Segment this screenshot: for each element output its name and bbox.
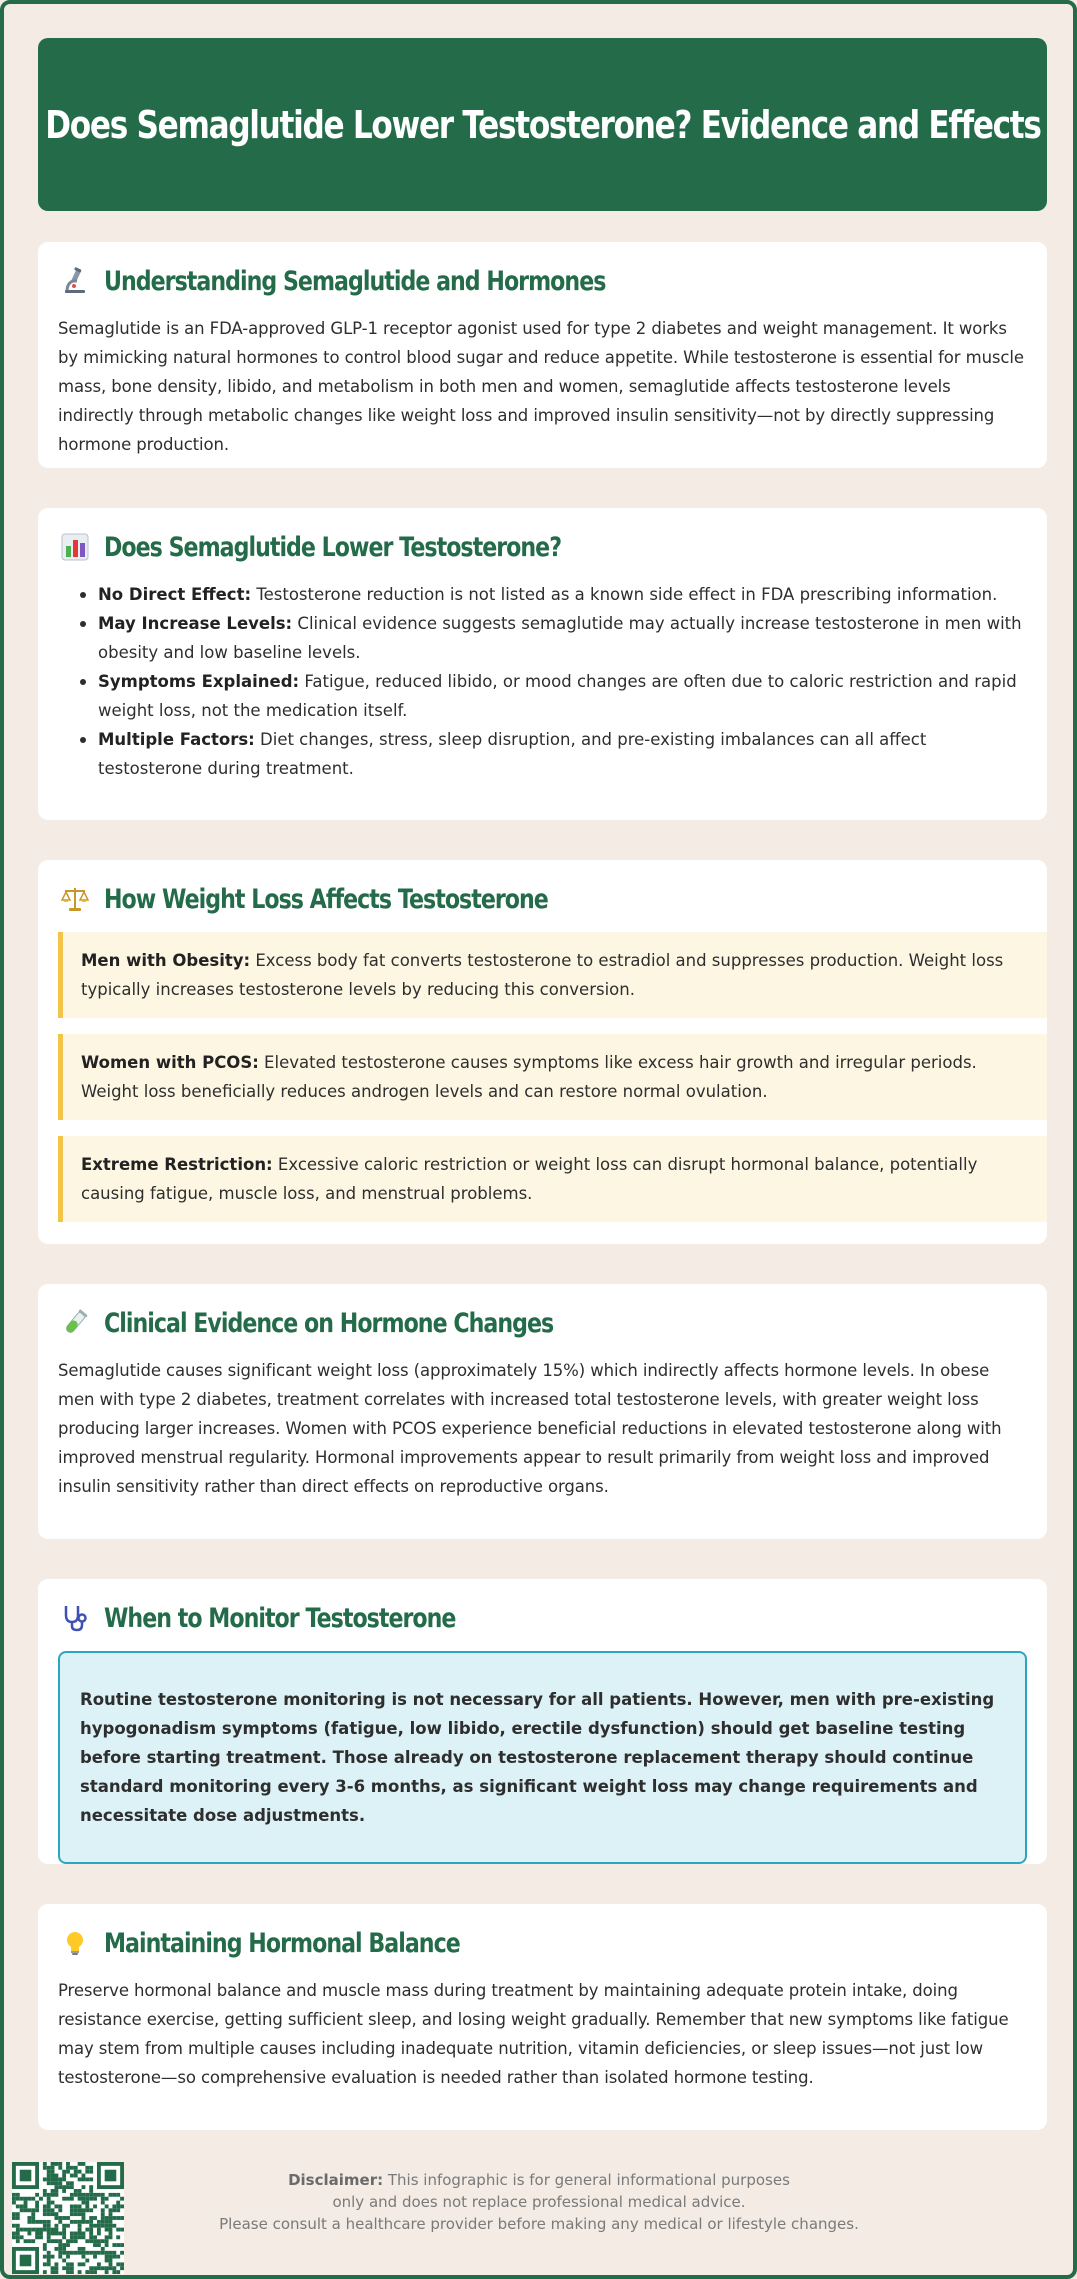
- page-title: Does Semaglutide Lower Testosterone? Evidence and Effects: [44, 102, 1041, 147]
- page-header: [38, 38, 1047, 211]
- monitor-callout: Routine testosterone monitoring is not necessary for all patients. However, men with pre-existing hypogonadism symptoms (fatigue, low libido, erectile dysfunction) should get baseline testing before starting treatment. Those already on testosterone replacement therapy should continue standard monitoring every 3-6 months, as significant weight loss may change requirements and necessitate dose adjustments.: [58, 1651, 1027, 1864]
- item-text: Diet changes, stress, sleep disruption, and pre-existing imbalances can all affect testosterone during treatment.: [98, 730, 927, 778]
- bullet-list: [58, 580, 1027, 783]
- callout-label: Extreme Restriction:: [81, 1155, 273, 1174]
- disclaimer-label: Disclaimer:: [288, 2171, 384, 2189]
- item-label: May Increase Levels:: [98, 614, 293, 633]
- callout-label: Women with PCOS:: [81, 1053, 259, 1072]
- item-label: No Direct Effect:: [98, 585, 252, 604]
- list-item: [80, 725, 1027, 783]
- section-title: Clinical Evidence on Hormone Changes: [104, 1307, 554, 1339]
- bar-chart-icon: [58, 530, 92, 564]
- section-body: Semaglutide is an FDA-approved GLP-1 receptor agonist used for type 2 diabetes and weight management. It works by mimicking natural hormones to control blood sugar and reduce appetite. While testosterone is essential for muscle mass, bone density, libido, and metabolism in both men and women, semaglutide affects testosterone levels indirectly through metabolic changes like weight loss and improved insulin sensitivity—not by directly suppressing hormone production.: [58, 319, 1024, 454]
- qr-code-icon[interactable]: [12, 2162, 124, 2274]
- list-item: [80, 580, 1027, 609]
- section-header: [58, 1306, 1027, 1340]
- test-tube-icon: [58, 1306, 92, 1340]
- microscope-icon: [58, 264, 92, 298]
- callout-text: Elevated testosterone causes symptoms like excess hair growth and irregular periods. Weight loss beneficially reduces androgen levels and can restore normal ovulation.: [81, 1053, 977, 1101]
- item-label: Multiple Factors:: [98, 730, 255, 749]
- stethoscope-icon: [58, 1601, 92, 1635]
- callout-item: [58, 1136, 1047, 1222]
- section-header: [58, 530, 1027, 564]
- section-lower: [38, 508, 1047, 820]
- item-text: Clinical evidence suggests semaglutide may actually increase testosterone in men with obesity and low baseline levels.: [98, 614, 1022, 662]
- disclaimer-line: Please consult a healthcare provider before making any medical or lifestyle changes.: [219, 2215, 859, 2233]
- callout-label: Men with Obesity:: [81, 951, 251, 970]
- section-header: [58, 1601, 1027, 1635]
- item-label: Symptoms Explained:: [98, 672, 300, 691]
- section-monitor: [38, 1579, 1047, 1864]
- balance-scale-icon: [58, 882, 92, 916]
- disclaimer-line: only and does not replace professional medical advice.: [332, 2193, 746, 2211]
- section-header: [58, 1926, 1027, 1960]
- item-text: Testosterone reduction is not listed as a known side effect in FDA prescribing information.: [251, 585, 998, 604]
- disclaimer: [164, 2169, 914, 2235]
- section-header: [58, 882, 1027, 916]
- section-title: When to Monitor Testosterone: [104, 1602, 456, 1634]
- section-title: How Weight Loss Affects Testosterone: [104, 883, 548, 915]
- item-text: Fatigue, reduced libido, or mood changes are often due to caloric restriction and rapid weight loss, not the medication itself.: [98, 672, 1017, 720]
- list-item: [80, 609, 1027, 667]
- callout-text: Excessive caloric restriction or weight loss can disrupt hormonal balance, potentially causing fatigue, muscle loss, and menstrual problems.: [81, 1155, 978, 1203]
- callout-item: [58, 932, 1047, 1018]
- callout-text: Excess body fat converts testosterone to estradiol and suppresses production. Weight loss typically increases testosterone levels by reducing this conversion.: [81, 951, 1004, 999]
- callout-list: [58, 932, 1047, 1222]
- section-title: Understanding Semaglutide and Hormones: [104, 265, 606, 297]
- section-body: Preserve hormonal balance and muscle mass during treatment by maintaining adequate protein intake, doing resistance exercise, getting sufficient sleep, and losing weight gradually. Remember that new symptoms like fatigue may stem from multiple causes including inadequate nutrition, vitamin deficiencies, or sleep issues—not just low testosterone—so comprehensive evaluation is needed rather than isolated hormone testing.: [58, 1981, 1009, 2087]
- section-balance: [38, 1904, 1047, 2130]
- list-item: [80, 667, 1027, 725]
- section-title: Does Semaglutide Lower Testosterone?: [104, 531, 562, 563]
- section-body: Semaglutide causes significant weight loss (approximately 15%) which indirectly affects hormone levels. In obese men with type 2 diabetes, treatment correlates with increased total testosterone levels, with greater weight loss producing larger increases. Women with PCOS experience beneficial reductions in elevated testosterone along with improved menstrual regularity. Hormonal improvements appear to result primarily from weight loss and improved insulin sensitivity rather than direct effects on reproductive organs.: [58, 1361, 1002, 1496]
- section-weight: [38, 860, 1047, 1244]
- section-title: Maintaining Hormonal Balance: [104, 1927, 460, 1959]
- lightbulb-icon: [58, 1926, 92, 1960]
- disclaimer-line: [164, 2169, 914, 2191]
- section-header: [58, 264, 1027, 298]
- section-clinical: [38, 1284, 1047, 1539]
- callout-item: [58, 1034, 1047, 1120]
- disclaimer-text: This infographic is for general informational purposes: [383, 2171, 790, 2189]
- section-understanding: [38, 242, 1047, 468]
